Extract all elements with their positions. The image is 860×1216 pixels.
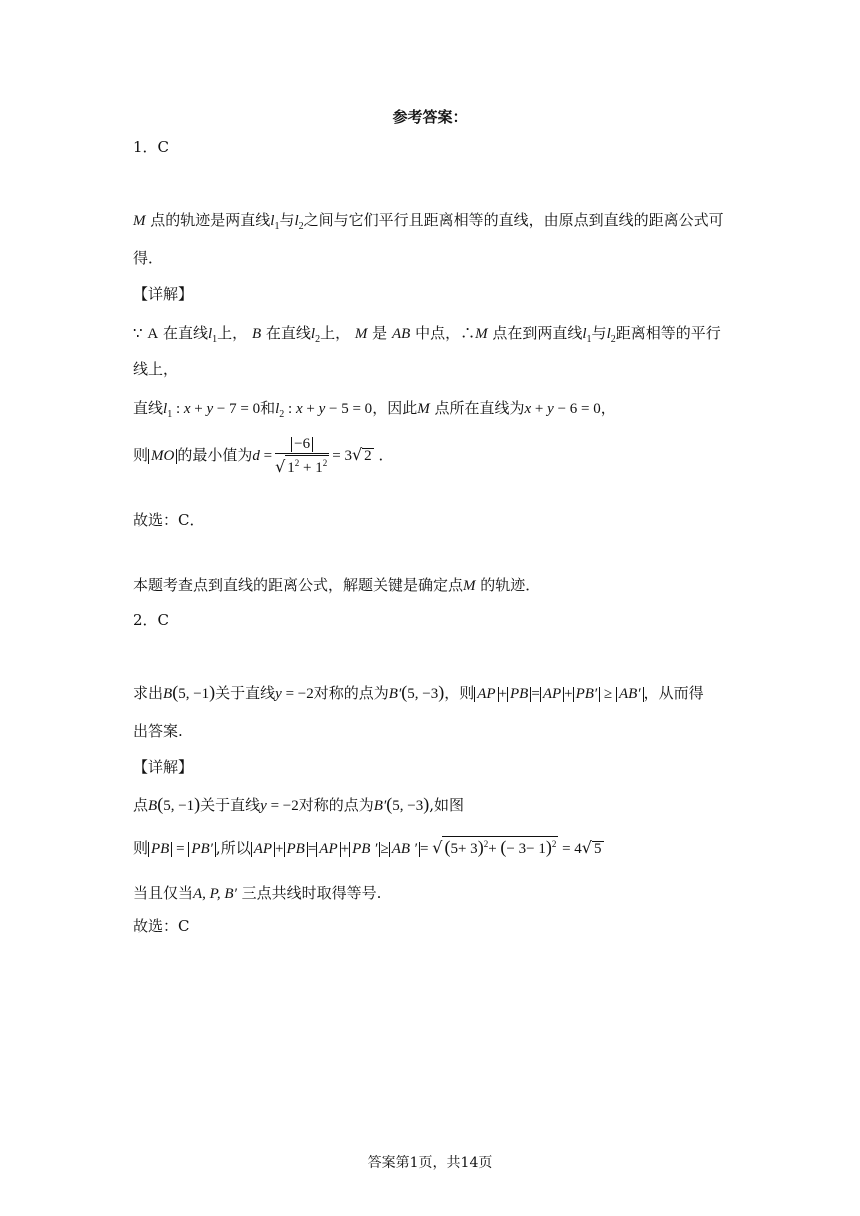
q1-comment: 本题考查点到直线的距离公式，解题关键是确定点M 的轨迹． bbox=[133, 576, 541, 594]
q1-detail-line2: 线上， bbox=[133, 360, 179, 378]
q1-detail-line3: 直线$l_1$ : x + y − 7 = 0和$l_2$ : x + y − 5 = 0，因此M 点所在直线为x + y − 6 = 0， bbox=[133, 399, 616, 420]
q2-analysis-line2: 出答案. bbox=[133, 722, 183, 740]
q1-choice: 故选：C． bbox=[133, 511, 205, 529]
q2-analysis-line1: 求出B(5, −1)关于直线y = −2对称的点为B′(5, −3)，则 AP + PB = AP + PB′ ≥ AB′ ，从而得 bbox=[133, 682, 704, 702]
q2-answer: 2．C bbox=[133, 611, 170, 629]
q1-detail-heading: 【详解】 bbox=[133, 285, 194, 303]
q2-detail-line1: 点B(5, −1)关于直线y = −2对称的点为B′(5, −3),如图 bbox=[133, 794, 464, 814]
q1-analysis-line1: M 点的轨迹是两直线$l_1$与$l_2$之间与它们平行且距离相等的直线，由原点到直线的距离公式可 bbox=[133, 211, 724, 232]
q1-analysis-line2: 得． bbox=[133, 249, 164, 267]
distance-fraction: $\frac{-6}{√ 1^2 + 1^2}$ bbox=[275, 436, 328, 476]
q2-detail-line3: 当且仅当A, P, B′ 三点共线时取得等号. bbox=[133, 884, 382, 902]
q1-answer: 1．C bbox=[133, 138, 170, 156]
q1-detail-line1: ∵ A 在直线$l_1$上， B 在直线$l_2$上， M 是 AB 中点，∴M 点在到两直线$l_1$与$l_2$距离相等的平行 bbox=[133, 324, 721, 345]
q1-detail-line4: 则 MO 的最小值为d = $\frac{-6}{√ 1^2 + 1^2}$ = 3√ 2 ． bbox=[133, 436, 394, 476]
q2-detail-line2: 则 PB = PB′ ,所以 AP + PB = AP + PB ′ ≥ AB ′ = √ $(5+ 3)^2+$ (− 3− 1)$^2$ = 4√ 5 bbox=[133, 837, 602, 857]
page-footer: 答案第1页，共14页 bbox=[367, 1155, 493, 1171]
q2-choice: 故选：C bbox=[133, 917, 190, 935]
q2-detail-heading: 【详解】 bbox=[133, 758, 194, 776]
page-title: 参考答案： bbox=[392, 108, 468, 126]
